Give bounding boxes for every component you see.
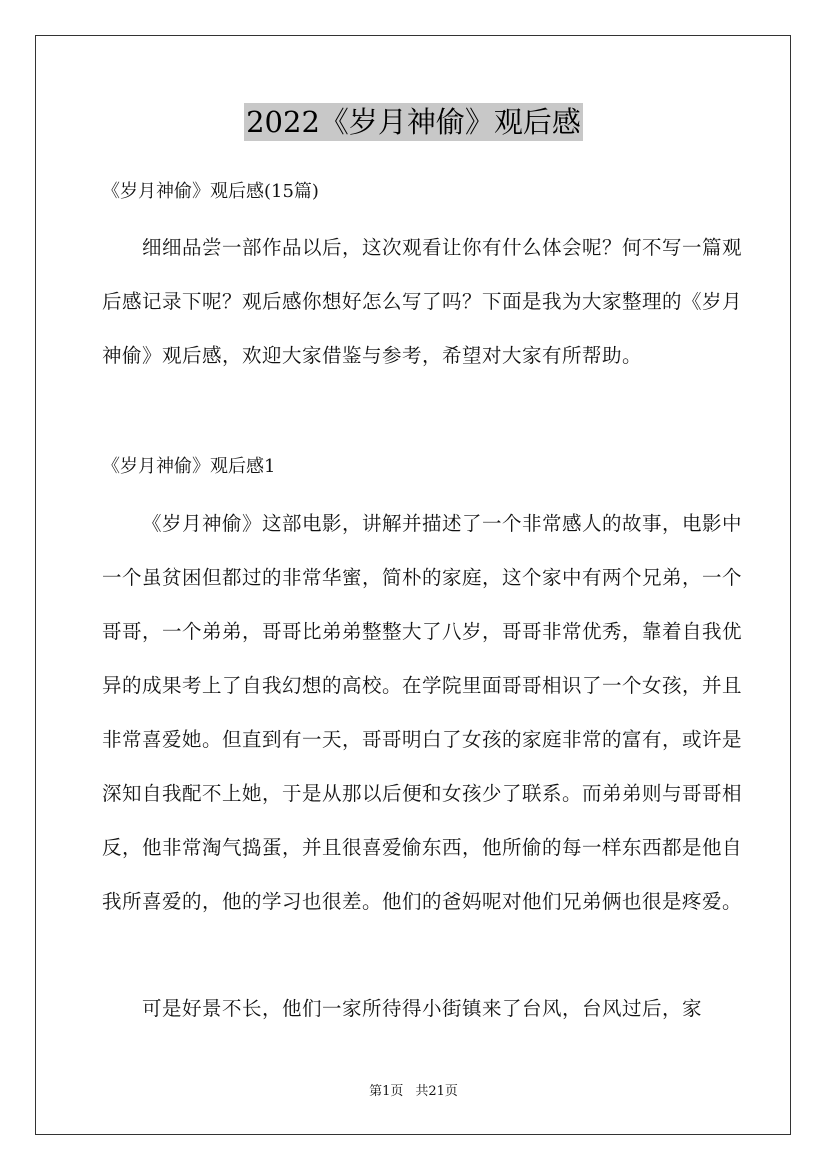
title-container: [0, 103, 827, 141]
body-paragraph-1: 《岁月神偷》这部电影，讲解并描述了一个非常感人的故事，电影中一个虽贫困但都过的非常华蜜，简朴的家庭，这个家中有两个兄弟，一个哥哥，一个弟弟，哥哥比弟弟整整大了八岁，哥哥非常优秀，靠着自我优异的成果考上了自我幻想的高校。在学院里面哥哥相识了一个女孩，并且非常喜爱她。但直到有一天，哥哥明白了女孩的家庭非常的富有，或许是深知自我配不上她，于是从那以后便和女孩少了联系。而弟弟则与哥哥相反，他非常淘气捣蛋，并且很喜爱偷东西，他所偷的每一样东西都是他自我所喜爱的，他的学习也很差。他们的爸妈呢对他们兄弟俩也很是疼爱。: [102, 512, 743, 913]
intro-paragraph: 细细品尝一部作品以后，这次观看让你有什么体会呢？何不写一篇观后感记录下呢？观后感你想好怎么写了吗？下面是我为大家整理的《岁月神偷》观后感，欢迎大家借鉴与参考，希望对大家有所帮助。: [102, 236, 743, 367]
total-pages: 共21页: [415, 1084, 458, 1099]
page-footer: [0, 1083, 827, 1101]
document-title: 2022《岁月神偷》观后感: [246, 105, 581, 139]
document-subtitle: 《岁月神偷》观后感(15篇): [102, 181, 319, 202]
body-paragraph-2: 可是好景不长，他们一家所待得小街镇来了台风，台风过后，家: [142, 997, 703, 1020]
section-heading: 《岁月神偷》观后感1: [102, 456, 276, 477]
page-number: 第1页: [369, 1084, 404, 1099]
